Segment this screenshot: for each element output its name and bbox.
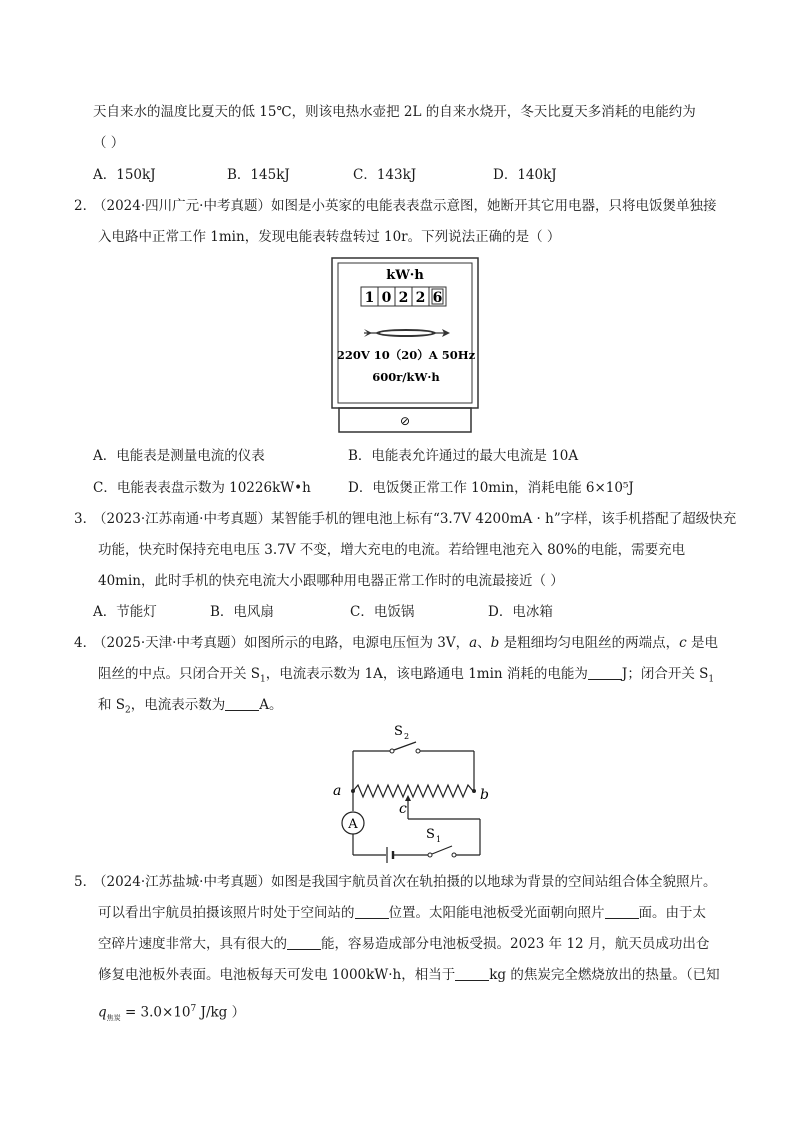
s1-right-terminal bbox=[452, 853, 456, 857]
s2-blade bbox=[394, 742, 416, 750]
ammeter-label: A bbox=[348, 817, 358, 832]
label-a: a bbox=[333, 783, 342, 799]
q4-line-c-text-2: ，电流表示数为 bbox=[130, 697, 226, 713]
q5-heat-value-unit: J/kg ） bbox=[196, 1004, 246, 1021]
q4-var-a: a bbox=[469, 635, 478, 651]
q5-line-b bbox=[98, 904, 706, 922]
q5-line-b-text-2: 位置。太阳能电池板受光面朝向照片 bbox=[388, 905, 605, 921]
meter-digit-4: 2 bbox=[415, 290, 426, 306]
circuit-diagram bbox=[320, 715, 500, 863]
s1-label: S bbox=[426, 827, 435, 842]
q4-number: 4． bbox=[74, 635, 97, 651]
q4-line-a-text-3: 是粗细均匀电阻丝的两端点， bbox=[499, 635, 680, 651]
q1-line-a: 天自来水的温度比夏天的低 15℃，则该电热水壶把 2L 的自来水烧开，冬天比夏天多消耗的电能约为 bbox=[93, 104, 696, 120]
s1-label-sub: 1 bbox=[436, 835, 442, 844]
q4-sub-1: 1 bbox=[260, 674, 266, 685]
q1-option-b[interactable]: B．145kJ bbox=[227, 167, 290, 183]
meter-digit-2: 0 bbox=[381, 290, 392, 306]
meter-screw-icon: ⊘ bbox=[399, 414, 411, 428]
q4-sub-1b: 1 bbox=[708, 674, 715, 685]
q4-var-b: b bbox=[490, 635, 500, 651]
q4-line-c-text-1: 和 S bbox=[98, 697, 126, 713]
q5-heat-value-number: = 3.0×10 bbox=[120, 1004, 191, 1021]
q2-number: 2． bbox=[74, 198, 97, 214]
electric-meter-figure bbox=[330, 256, 482, 436]
meter-rotating-disc-arrow-icon bbox=[364, 329, 450, 337]
q1-line-b: （ ） bbox=[93, 135, 125, 151]
q4-var-c: c bbox=[679, 635, 687, 651]
q3-line-c: 40min，此时手机的快充电流大小跟哪种用电器正常工作时的电流最接近（ ） bbox=[98, 573, 564, 589]
q4-current-blank[interactable] bbox=[225, 696, 259, 711]
node-b bbox=[472, 789, 476, 793]
q3-options bbox=[93, 603, 553, 621]
q3-number: 3． bbox=[74, 511, 97, 527]
q5-heat-value-subscript: 焦炭 bbox=[106, 1014, 121, 1023]
q5-heat-value-exponent: 7 bbox=[190, 1004, 197, 1014]
q3-option-c[interactable]: C．电饭锅 bbox=[350, 604, 415, 620]
meter-spec-label: 220V 10（20）A 50Hz bbox=[336, 348, 476, 362]
q1-option-d[interactable]: D．140kJ bbox=[493, 167, 557, 183]
q4-line-b-text-3: J；闭合开关 S bbox=[621, 666, 709, 682]
q5-line-d-text-1: 修复电池板外表面。电池板每天可发电 1000kW·h，相当于 bbox=[98, 967, 456, 983]
meter-digit-1: 1 bbox=[364, 290, 375, 306]
q4-line-b-text-1: 阻丝的中点。只闭合开关 S bbox=[98, 666, 261, 682]
label-c: c bbox=[399, 801, 407, 817]
q4-line-b bbox=[98, 665, 714, 689]
resistance-wire bbox=[353, 785, 473, 797]
q3-line-b: 功能，快充时保持充电电压 3.7V 不变，增大充电的电流。若给锂电池充入 80%的电能，需要充电 bbox=[98, 542, 686, 558]
q4-line-a-text-1: （2025·天津·中考真题）如图所示的电路，电源电压恒为 3V， bbox=[93, 635, 470, 651]
q5-heat-value-symbol: q bbox=[98, 1004, 107, 1021]
q5-line-d-text-2: kg 的焦炭完全燃烧放出的热量。（已知 bbox=[489, 967, 720, 983]
q5-line-c bbox=[98, 935, 709, 953]
s2-right-terminal bbox=[416, 749, 420, 753]
q5-line-b-text-1: 可以看出宇航员拍摄该照片时处于空间站的 bbox=[98, 905, 355, 921]
q2-option-c[interactable]: C．电能表表盘示数为 10226kW•h bbox=[93, 480, 311, 496]
q1-option-a[interactable]: A．150kJ bbox=[93, 167, 156, 183]
q3-option-a[interactable]: A．节能灯 bbox=[93, 604, 157, 620]
q4-line-c bbox=[98, 696, 283, 720]
q3-option-b[interactable]: B．电风扇 bbox=[210, 604, 274, 620]
q1-option-c[interactable]: C．143kJ bbox=[353, 167, 417, 183]
q3-line-a: （2023·江苏南通·中考真题）某智能手机的锂电池上标有“3.7V 4200mA · h”字样，该手机搭配了超级快充 bbox=[93, 511, 737, 527]
s2-label-sub: 2 bbox=[404, 732, 410, 741]
q4-sub-2: 2 bbox=[125, 705, 131, 716]
s1-blade bbox=[432, 846, 452, 854]
s1-left-terminal bbox=[428, 853, 432, 857]
q5-number: 5． bbox=[74, 874, 97, 890]
q5-line-d bbox=[98, 966, 720, 984]
q5-mass-blank[interactable] bbox=[455, 966, 489, 981]
q2-option-a[interactable]: A．电能表是测量电流的仪表 bbox=[93, 448, 265, 464]
q2-line-a: （2024·四川广元·中考真题）如图是小英家的电能表表盘示意图，她断开其它用电器，只将电饭煲单独接 bbox=[93, 198, 717, 214]
q5-energy-type-blank[interactable] bbox=[287, 935, 321, 950]
q5-line-e bbox=[98, 1000, 245, 1027]
meter-digit-5: 6 bbox=[432, 290, 443, 306]
q1-options bbox=[93, 166, 557, 184]
q2-option-d[interactable]: D．电饭煲正常工作 10min，消耗电能 6×10⁵J bbox=[348, 480, 634, 496]
q2-line-b: 入电路中正常工作 1min，发现电能表转盘转过 10r。下列说法正确的是（ ） bbox=[98, 229, 561, 245]
q5-line-c-text-1: 空碎片速度非常大，具有很大的 bbox=[98, 936, 287, 952]
meter-digit-3: 2 bbox=[398, 290, 409, 306]
q4-line-a-text-4: 是电 bbox=[686, 635, 718, 651]
q5-position-blank[interactable] bbox=[355, 904, 389, 919]
meter-rate-label: 600r/kW·h bbox=[372, 370, 440, 384]
q4-line-a-text-2: 、 bbox=[477, 635, 491, 651]
label-b: b bbox=[480, 787, 489, 803]
q2-option-b[interactable]: B．电能表允许通过的最大电流是 10A bbox=[348, 448, 579, 464]
q4-line-a bbox=[93, 634, 718, 652]
q5-line-c-text-2: 能，容易造成部分电池板受损。2023 年 12 月，航天员成功出仓 bbox=[321, 936, 710, 952]
q2-options-row-1 bbox=[93, 447, 578, 465]
q5-line-b-text-3: 面。由于太 bbox=[638, 905, 706, 921]
q3-option-d[interactable]: D．电冰箱 bbox=[488, 604, 553, 620]
q4-energy-blank[interactable] bbox=[588, 665, 622, 680]
q4-line-b-text-2: ，电流表示数为 1A，该电路通电 1min 消耗的电能为 bbox=[265, 666, 588, 682]
q4-line-c-text-3: A。 bbox=[259, 697, 283, 713]
s2-label: S bbox=[394, 724, 403, 739]
q5-face-blank[interactable] bbox=[605, 904, 639, 919]
s2-left-terminal bbox=[390, 749, 394, 753]
q2-options-row-2 bbox=[93, 479, 634, 497]
meter-digit-window bbox=[361, 287, 446, 306]
q5-line-a: （2024·江苏盐城·中考真题）如图是我国宇航员首次在轨拍摄的以地球为背景的空间站组合体全貌照片。 bbox=[93, 874, 717, 890]
meter-unit-label: kW·h bbox=[386, 268, 424, 283]
